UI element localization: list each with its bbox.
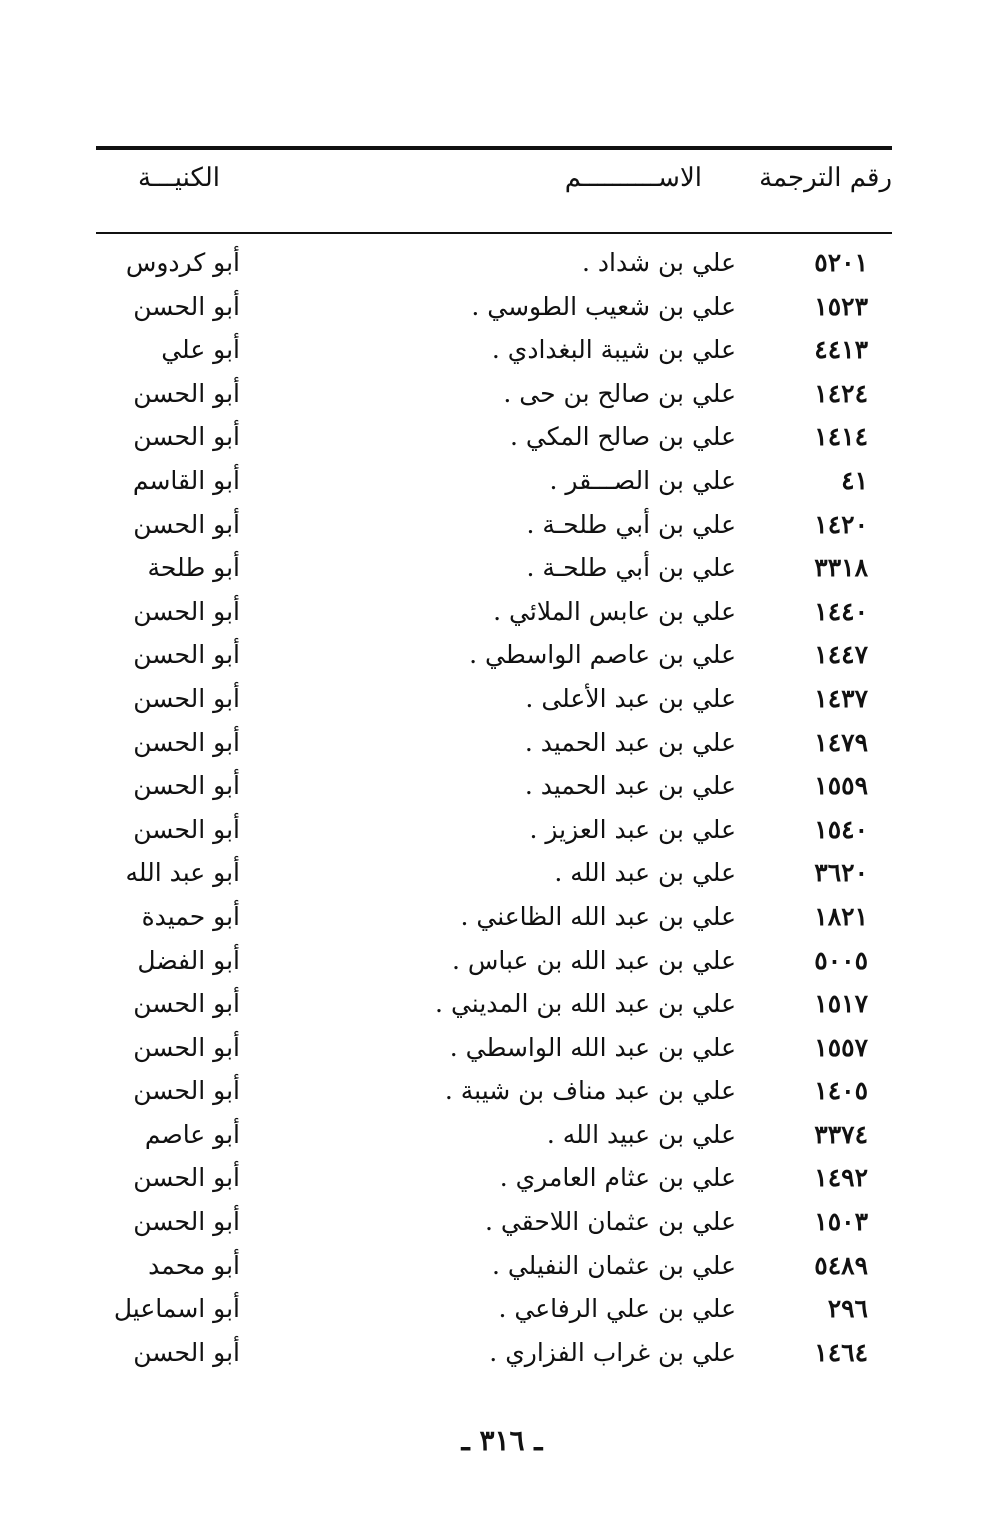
entry-number: ١٤٣٧: [814, 683, 868, 713]
entry-name: علي بن عبد العزيز .: [529, 814, 736, 844]
table-row: [0, 288, 1004, 332]
table-row: [0, 898, 1004, 942]
entry-name: علي بن عبد الله بن عباس .: [451, 945, 736, 975]
table-row: [0, 506, 1004, 550]
entry-kunya: أبو الحسن: [133, 1032, 240, 1062]
entry-kunya: أبو الحسن: [133, 1163, 240, 1193]
entry-number: ١٥١٧: [814, 989, 868, 1019]
entry-kunya: أبو عبد الله: [125, 858, 240, 888]
entry-number: ١٤٤٧: [814, 640, 868, 670]
table-row: [0, 1116, 1004, 1160]
entry-number: ٢٩٦: [827, 1294, 868, 1324]
entry-number: ٥٢٠١: [814, 248, 868, 277]
entry-number: ١٤٧٩: [814, 727, 868, 757]
entry-name: علي بن صالح بن حى .: [503, 378, 736, 408]
entry-kunya: أبو الحسن: [133, 771, 240, 801]
entry-number: ٤١: [841, 465, 868, 495]
entry-kunya: أبو القاسم: [132, 465, 240, 495]
entry-number: ١٤٢٤: [814, 378, 868, 408]
entry-number: ٣٣٧٤: [814, 1119, 868, 1149]
entry-kunya: أبو الحسن: [133, 378, 240, 408]
entry-number: ١٥٠٣: [814, 1207, 868, 1237]
entry-kunya: أبو اسماعيل: [113, 1294, 240, 1324]
entry-kunya: أبو الحسن: [133, 989, 240, 1019]
entry-number: ١٨٢١: [814, 901, 868, 931]
entry-number: ٣٣١٨: [814, 553, 868, 583]
entry-name: علي بن شيبة البغدادي .: [491, 335, 736, 365]
entry-name: علي بن عابس الملائي .: [493, 596, 736, 626]
entry-kunya: أبو كردوس: [125, 248, 240, 277]
entry-kunya: أبو حميدة: [141, 901, 240, 931]
entry-number: ١٥٤٠: [814, 814, 868, 844]
table-row: [0, 767, 1004, 811]
entry-name: علي بن غراب الفزاري .: [489, 1337, 736, 1367]
table-top-rule: [96, 146, 892, 150]
entry-name: علي بن عبد الله الظاعني .: [460, 901, 736, 931]
entry-name: علي بن عبد الله .: [554, 858, 736, 888]
entry-name: علي بن عثمان النفيلي .: [491, 1250, 736, 1280]
table-row: [0, 418, 1004, 462]
table-row: [0, 636, 1004, 680]
entry-number: ١٤٤٠: [814, 596, 868, 626]
entry-kunya: أبو الحسن: [133, 509, 240, 539]
entry-name: علي بن أبي طلحـة .: [526, 509, 736, 539]
entry-number: ١٥٢٣: [814, 291, 868, 321]
entry-number: ١٥٥٧: [814, 1032, 868, 1062]
table-row: [0, 724, 1004, 768]
entry-number: ١٥٥٩: [814, 771, 868, 801]
column-header-kunya: الكنيـــة: [138, 163, 220, 193]
entry-kunya: أبو الحسن: [133, 1076, 240, 1106]
page-number: ـ ٣١٦ ـ: [461, 1424, 543, 1457]
entry-kunya: أبو الحسن: [133, 640, 240, 670]
entry-name: علي بن عبد الله الواسطي .: [449, 1032, 736, 1062]
entry-kunya: أبو علي: [161, 335, 240, 365]
table-row: [0, 549, 1004, 593]
table-row: [0, 331, 1004, 375]
table-row: [0, 375, 1004, 419]
entry-number: ١٤٠٥: [814, 1076, 868, 1106]
entry-kunya: أبو محمد: [148, 1250, 240, 1280]
entry-name: علي بن أبي طلحـة .: [526, 553, 736, 583]
entry-kunya: أبو الحسن: [133, 727, 240, 757]
entry-kunya: أبو الحسن: [133, 596, 240, 626]
entry-number: ١٤٦٤: [814, 1337, 868, 1367]
entry-kunya: أبو الحسن: [133, 422, 240, 452]
table-row: [0, 1247, 1004, 1291]
entry-kunya: أبو الحسن: [133, 1207, 240, 1237]
table-row: [0, 593, 1004, 637]
table-row: [0, 1072, 1004, 1116]
entry-kunya: أبو الحسن: [133, 683, 240, 713]
table-row: [0, 854, 1004, 898]
entry-name: علي بن عبد الأعلى .: [525, 683, 736, 713]
table-row: [0, 1029, 1004, 1073]
entry-name: علي بن عبد مناف بن شيبة .: [444, 1076, 736, 1106]
table-row: [0, 985, 1004, 1029]
entry-kunya: أبو الحسن: [133, 814, 240, 844]
entry-name: علي بن عثمان اللاحقي .: [484, 1207, 736, 1237]
entry-number: ١٤١٤: [814, 422, 868, 452]
table-row: [0, 1334, 1004, 1378]
entry-kunya: أبو عاصم: [144, 1119, 240, 1149]
entry-name: علي بن عثام العامري .: [499, 1163, 736, 1193]
table-row: [0, 942, 1004, 986]
header-bottom-rule: [96, 232, 892, 234]
entry-name: علي بن علي الرفاعي .: [498, 1294, 736, 1324]
table-row: [0, 1203, 1004, 1247]
entry-name: علي بن شداد .: [582, 248, 736, 277]
table-row: [0, 462, 1004, 506]
entry-name: علي بن صالح المكي .: [509, 422, 736, 452]
entry-kunya: أبو الحسن: [133, 1337, 240, 1367]
entry-name: علي بن الصـــقر .: [549, 465, 736, 495]
table-row: [0, 811, 1004, 855]
entry-kunya: أبو الفضل: [137, 945, 240, 975]
table-row: [0, 1159, 1004, 1203]
entry-number: ٥٠٠٥: [814, 945, 868, 975]
entry-name: علي بن عبد الحميد .: [524, 727, 736, 757]
table-row: [0, 1290, 1004, 1334]
entry-name: علي بن عبد الحميد .: [524, 771, 736, 801]
entries-table: [0, 244, 1004, 1377]
entry-name: علي بن عبد الله بن المديني .: [435, 989, 736, 1019]
entry-number: ١٤٩٢: [814, 1163, 868, 1193]
entry-number: ٤٤١٣: [814, 335, 868, 365]
entry-number: ٥٤٨٩: [814, 1250, 868, 1280]
table-row: [0, 680, 1004, 724]
column-header-entry-number: رقم الترجمة: [759, 163, 892, 193]
entry-name: علي بن شعيب الطوسي .: [471, 291, 736, 321]
entry-number: ١٤٢٠: [814, 509, 868, 539]
entry-number: ٣٦٢٠: [814, 858, 868, 888]
column-header-name: الاســــــــــم: [564, 163, 702, 193]
entry-kunya: أبو الحسن: [133, 291, 240, 321]
entry-kunya: أبو طلحة: [147, 553, 240, 583]
entry-name: علي بن عاصم الواسطي .: [469, 640, 736, 670]
entry-name: علي بن عبيد الله .: [546, 1119, 736, 1149]
table-row: [0, 244, 1004, 288]
